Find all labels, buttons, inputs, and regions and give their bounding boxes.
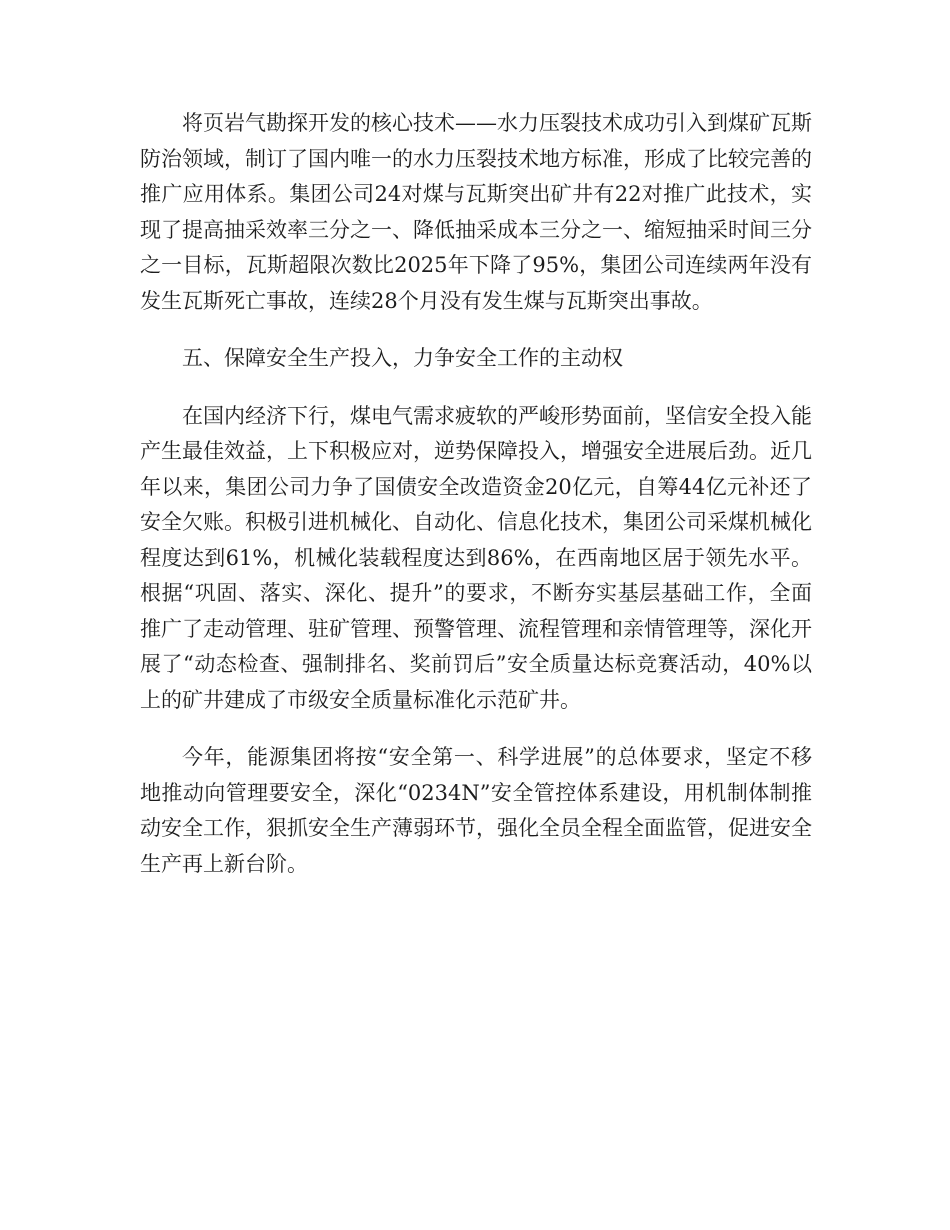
document-body xyxy=(140,106,812,904)
section-heading-five: 五、保障安全生产投入，力争安全工作的主动权 xyxy=(182,346,623,370)
paragraph-safety-investment: 在国内经济下行，煤电气需求疲软的严峻形势面前，坚信安全投入能产生最佳效益，上下积极应对，逆势保障投入，增强安全进展后劲。近几年以来，集团公司力争了国债安全改造资金20亿元，自筹44亿元补还了安全欠账。积极引进机械化、自动化、信息化技术，集团公司采煤机械化程度达到61%，机械化装载程度达到86%，在西南地区居于领先水平。根据“巩固、落实、深化、提升”的要求，不断夯实基层基础工作，全面推广了走动管理、驻矿管理、预警管理、流程管理和亲情管理等，深化开展了“动态检查、强制排名、奖前罚后”安全质量达标竞赛活动，40%以上的矿井建成了市级安全质量标准化示范矿井。 xyxy=(140,403,812,712)
paragraph-this-year: 今年，能源集团将按“安全第一、科学进展”的总体要求，坚定不移地推动向管理要安全，深化“0234N”安全管控体系建设，用机制体制推动安全工作，狠抓安全生产薄弱环节，强化全员全程全面监管，促进安全生产再上新台阶。 xyxy=(140,745,812,876)
paragraph-hydraulic-fracturing: 将页岩气勘探开发的核心技术——水力压裂技术成功引入到煤矿瓦斯防治领域，制订了国内唯一的水力压裂技术地方标准，形成了比较完善的推广应用体系。集团公司24对煤与瓦斯突出矿井有22对推广此技术，实现了提高抽采效率三分之一、降低抽采成本三分之一、缩短抽采时间三分之一目标，瓦斯超限次数比2025年下降了95%，集团公司连续两年没有发生瓦斯死亡事故，连续28个月没有发生煤与瓦斯突出事故。 xyxy=(140,111,812,313)
